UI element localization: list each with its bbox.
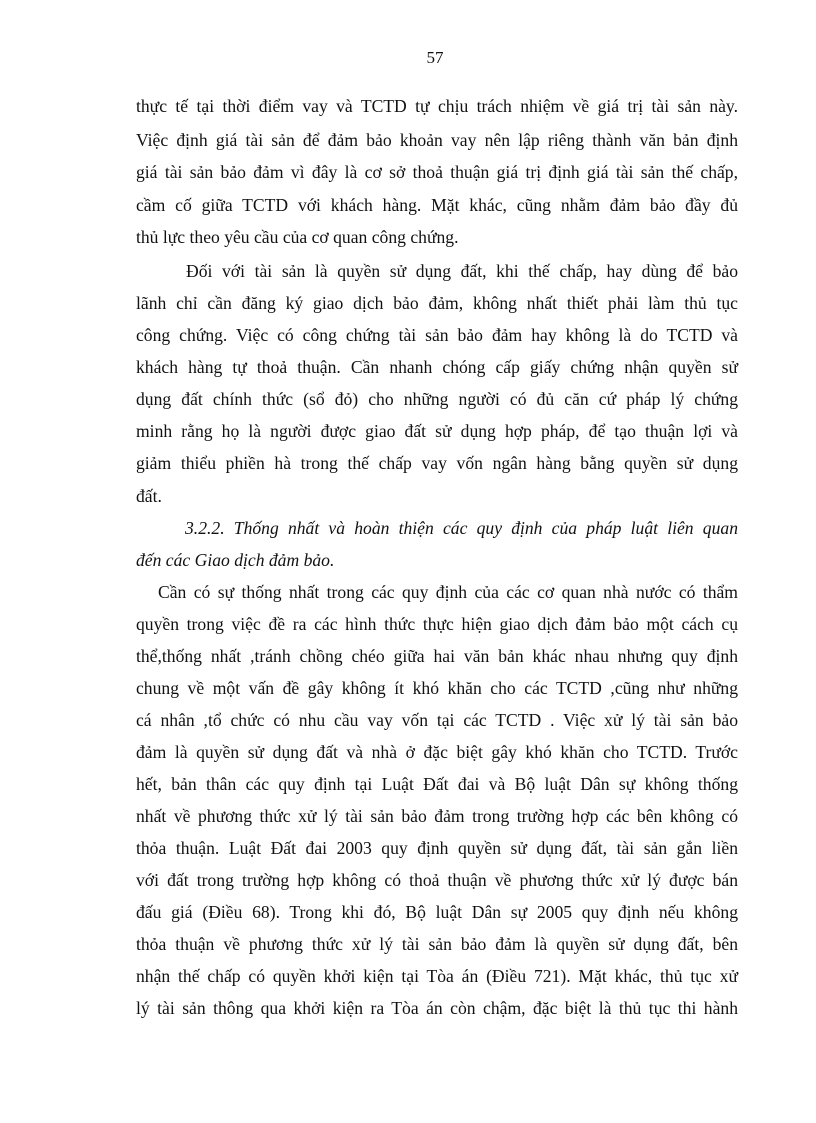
paragraph-line: dụng đất chính thức (sổ đỏ) cho những người có đủ căn cứ pháp lý chứng [136, 389, 738, 409]
paragraph-line: khách hàng tự thoả thuận. Cần nhanh chóng cấp giấy chứng nhận quyền sử [136, 357, 738, 377]
paragraph-line: thỏa thuận. Luật Đất đai 2003 quy định quyền sử dụng đất, tài sản gắn liền [136, 838, 738, 858]
paragraph-line: nhận thế chấp có quyền khởi kiện tại Tòa án (Điều 721). Mặt khác, thủ tục xử [136, 966, 738, 986]
paragraph-line: cầm cố giữa TCTD với khách hàng. Mặt khác, cũng nhằm đảm bảo đầy đủ [136, 195, 738, 215]
paragraph-line: thỏa thuận về phương thức xử lý tài sản bảo đảm là quyền sử dụng đất, bên [136, 934, 738, 954]
page-number: 57 [426, 48, 444, 67]
paragraph-line: với đất trong trường hợp không có thoả thuận về phương thức xử lý được bán [136, 870, 738, 890]
paragraph-line: cá nhân ,tổ chức có nhu cầu vay vốn tại các TCTD . Việc xử lý tài sản bảo [136, 710, 738, 730]
paragraph-line: đấu giá (Điều 68). Trong khi đó, Bộ luật Dân sự 2005 quy định nếu không [136, 902, 738, 922]
paragraph-line: quyền trong việc đề ra các hình thức thực hiện giao dịch đảm bảo một cách cụ [136, 614, 738, 634]
paragraph-line: Cần có sự thống nhất trong các quy định của các cơ quan nhà nước có thẩm [158, 582, 738, 602]
paragraph-line: chung về một vấn đề gây không ít khó khăn cho các TCTD ,cũng như những [136, 678, 738, 698]
paragraph-line: giảm thiểu phiền hà trong thế chấp vay vốn ngân hàng bằng quyền sử dụng [136, 453, 738, 473]
paragraph-line: lý tài sản thông qua khởi kiện ra Tòa án còn chậm, đặc biệt là thủ tục thi hành [136, 998, 738, 1018]
paragraph-line: thực tế tại thời điểm vay và TCTD tự chịu trách nhiệm về giá trị tài sản này. [136, 96, 738, 116]
paragraph-line: Việc định giá tài sản để đảm bảo khoản vay nên lập riêng thành văn bản định [136, 130, 738, 150]
paragraph-line: công chứng. Việc có công chứng tài sản bảo đảm hay không là do TCTD và [136, 325, 738, 345]
paragraph-line: giá tài sản bảo đảm vì đây là cơ sở thoả thuận giá trị định giá tài sản thế chấp, [136, 162, 738, 182]
paragraph-line: hết, bản thân các quy định tại Luật Đất đai và Bộ luật Dân sự không thống [136, 774, 738, 794]
paragraph-line: đất. [136, 486, 162, 506]
paragraph-line: thủ lực theo yêu cầu của cơ quan công chứng. [136, 227, 459, 247]
paragraph-line: nhất về phương thức xử lý tài sản bảo đảm trong trường hợp các bên không có [136, 806, 738, 826]
paragraph-line: minh rằng họ là người được giao đất sử dụng hợp pháp, để tạo thuận lợi và [136, 421, 738, 441]
section-heading: 3.2.2. Thống nhất và hoàn thiện các quy định của pháp luật liên quan [185, 518, 738, 538]
paragraph-line: thể,thống nhất ,tránh chồng chéo giữa hai văn bản khác nhau nhưng quy định [136, 646, 738, 666]
paragraph-line: Đối với tài sản là quyền sử dụng đất, khi thế chấp, hay dùng để bảo [186, 261, 738, 281]
section-heading: đến các Giao dịch đảm bảo. [136, 550, 335, 570]
paragraph-line: lãnh chỉ cần đăng ký giao dịch bảo đảm, không nhất thiết phải làm thủ tục [136, 293, 738, 313]
paragraph-line: đảm là quyền sử dụng đất và nhà ở đặc biệt gây khó khăn cho TCTD. Trước [136, 742, 738, 762]
